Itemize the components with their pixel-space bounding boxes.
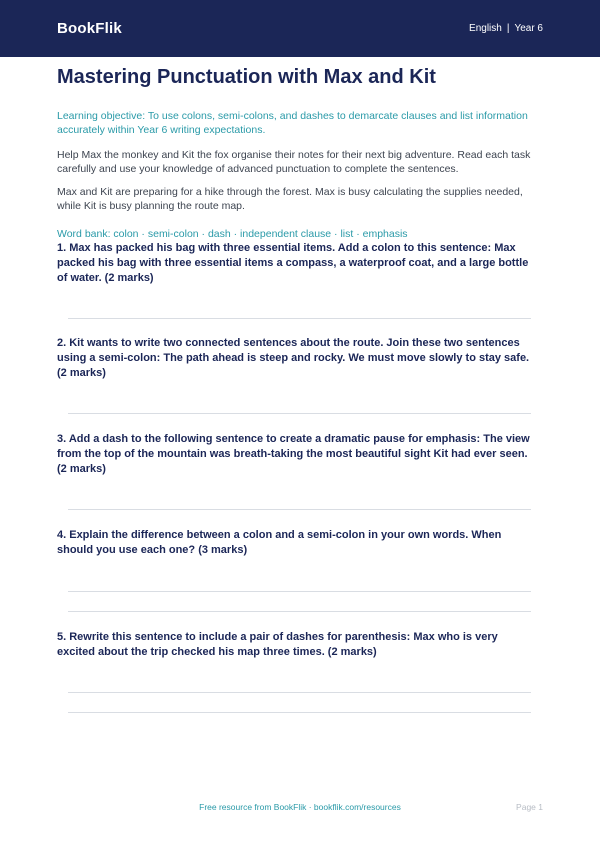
answer-line-4a[interactable] [68, 591, 531, 592]
answer-line-4b[interactable] [68, 611, 531, 612]
worksheet-intro [57, 65, 533, 241]
year-label: Year 6 [514, 23, 543, 34]
footer-resource-link[interactable]: Free resource from BookFlik · bookflik.com/resources [199, 802, 401, 812]
page-number: Page 1 [516, 802, 543, 812]
subject-year-label [469, 23, 543, 34]
question-1: 1. Max has packed his bag with three essential items. Add a colon to this sentence: Max packed his bag with three essential items a compass, a waterproof coat, and a large bottle of water. (2 marks) [57, 242, 529, 284]
page-header [0, 0, 600, 57]
answer-line-3[interactable] [68, 509, 531, 510]
meta-separator: | [506, 23, 510, 34]
answer-line-5a[interactable] [68, 692, 531, 693]
question-4: 4. Explain the difference between a colon and a semi-colon in your own words. When should you use each one? (3 marks) [57, 529, 502, 556]
answer-line-1[interactable] [68, 318, 531, 319]
word-bank: Word bank: colon · semi-colon · dash · independent clause · list · emphasis [57, 228, 408, 240]
answer-line-2[interactable] [68, 413, 531, 414]
learning-objective: Learning objective: To use colons, semi-colons, and dashes to demarcate clauses and list information accurately within Year 6 writing expectations. [57, 110, 528, 136]
intro-paragraph: Help Max the monkey and Kit the fox organise their notes for their next big adventure. Read each task carefully and use your knowledge of advanced punctuation to complete the sentences. [57, 149, 531, 175]
worksheet-title: Mastering Punctuation with Max and Kit [57, 66, 436, 88]
question-3: 3. Add a dash to the following sentence to create a dramatic pause for emphasis: The view from the top of the mountain was breath-taking the most beautiful sight Kit had ever seen. (2 marks) [57, 433, 530, 475]
scenario-paragraph: Max and Kit are preparing for a hike through the forest. Max is busy calculating the supplies needed, while Kit is busy planning the route map. [57, 186, 523, 212]
question-5: 5. Rewrite this sentence to include a pair of dashes for parenthesis: Max who is very excited about the trip checked his map three times. (2 marks) [57, 631, 498, 658]
question-2: 2. Kit wants to write two connected sentences about the route. Join these two sentences using a semi-colon: The path ahead is steep and rocky. We must move slowly to stay safe. (2 marks) [57, 337, 530, 379]
brand-logo-text: BookFlik [57, 20, 122, 37]
answer-line-5b[interactable] [68, 712, 531, 713]
subject-label: English [469, 23, 502, 34]
